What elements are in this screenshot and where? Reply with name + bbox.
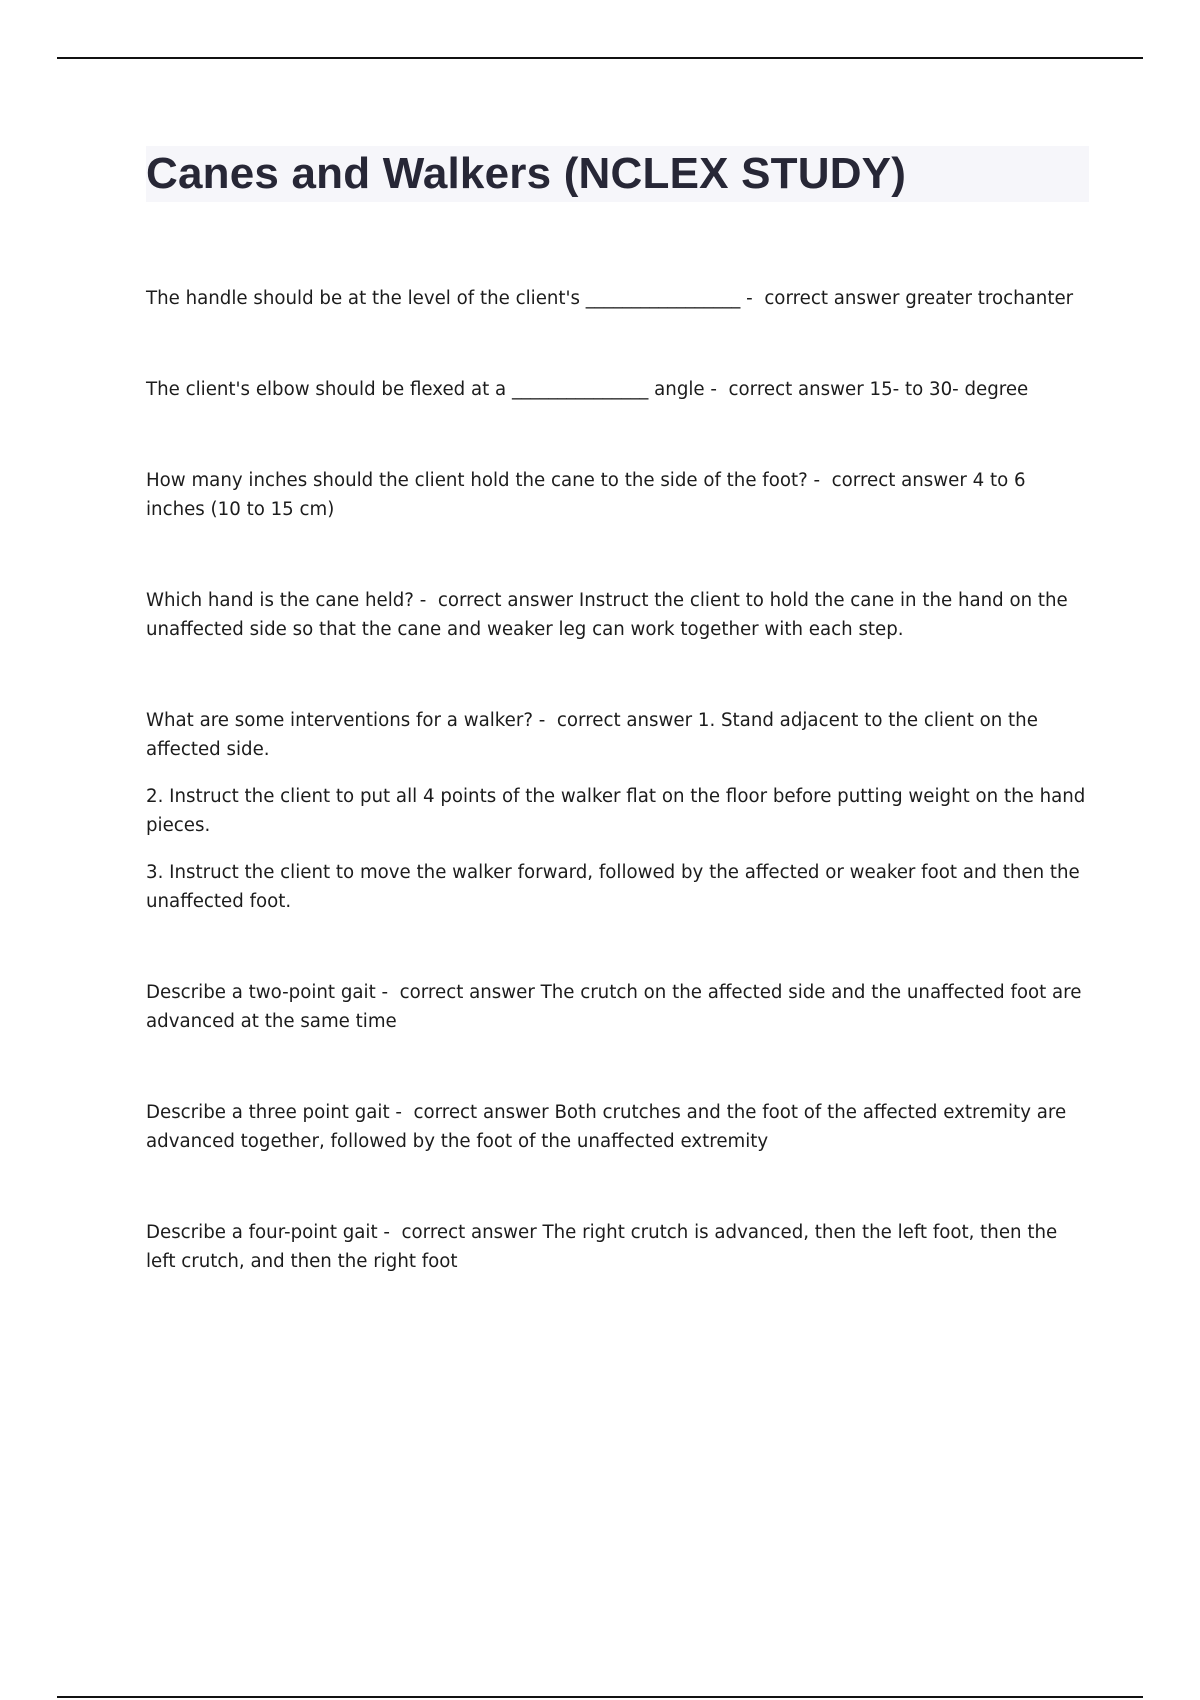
document-body [146,146,1089,1276]
answer-text: greater trochanter [905,288,1074,309]
bottom-rule [57,1696,1143,1698]
qa-paragraph [146,284,1089,313]
separator: - [389,1102,414,1123]
qa-paragraph [146,466,1089,524]
answer-prefix: correct answer [728,379,864,400]
separator: - [375,982,400,1003]
question-text: How many inches should the client hold the cane to the side of the foot? [146,470,808,491]
separator: - [533,710,557,731]
qa-paragraph [146,375,1089,404]
answer-prefix: correct answer [401,1222,537,1243]
question-text: Describe a two-point gait [146,982,376,1003]
answer-prefix: correct answer [764,288,900,309]
answer-prefix: correct answer [556,710,693,731]
qa-paragraph [146,586,1089,644]
answer-text: 15- to 30- degree [869,379,1029,400]
title-bar [146,146,1089,202]
qa-item [146,978,1089,1036]
separator: - [807,470,832,491]
page-title: Canes and Walkers (NCLEX STUDY) [146,149,907,198]
qa-item [146,375,1089,404]
qa-item [146,284,1089,313]
qa-paragraph [146,706,1089,764]
question-text: Which hand is the cane held? [146,590,414,611]
qa-item [146,706,1089,916]
question-text: Describe a three point gait [146,1102,390,1123]
qa-paragraph [146,978,1089,1036]
top-rule [57,57,1143,59]
answer-prefix: correct answer [413,1102,549,1123]
separator: - [740,288,765,309]
answer-text: The right crutch is advanced, then the left foot, then the left crutch, and then the right foot [146,1222,1058,1272]
qa-list [146,284,1089,1276]
question-text: The client's elbow should be flexed at a _______________ angle [146,379,705,400]
answer-continuation: 2. Instruct the client to put all 4 points of the walker flat on the floor before putting weight on the hand pieces. [146,786,1086,836]
question-text: Describe a four-point gait [146,1222,378,1243]
qa-item [146,586,1089,644]
answer-text: 1. Stand adjacent to the client on the affected side. [146,710,1038,760]
answer-prefix: correct answer [437,590,574,611]
question-text: The handle should be at the level of the client's _________________ [146,288,741,309]
answer-prefix: correct answer [831,470,967,491]
answer-continuation: 3. Instruct the client to move the walker forward, followed by the affected or weaker foot and then the unaffected foot. [146,862,1080,912]
answer-text: Both crutches and the foot of the affected extremity are advanced together, followed by the foot of the unaffected extremity [146,1102,1067,1152]
separator: - [704,379,729,400]
separator: - [413,590,438,611]
qa-item [146,1098,1089,1156]
answer-prefix: correct answer [399,982,535,1003]
answer-text: 4 to 6 inches (10 to 15 cm) [146,470,1026,520]
separator: - [377,1222,402,1243]
answer-text: Instruct the client to hold the cane in the hand on the unaffected side so that the cane and weaker leg can work together with each step. [146,590,1068,640]
qa-paragraph [146,1098,1089,1156]
qa-paragraph [146,1218,1089,1276]
answer-text: The crutch on the affected side and the unaffected foot are advanced at the same time [146,982,1082,1032]
qa-item [146,1218,1089,1276]
question-text: What are some interventions for a walker? [146,710,533,731]
qa-item [146,466,1089,524]
